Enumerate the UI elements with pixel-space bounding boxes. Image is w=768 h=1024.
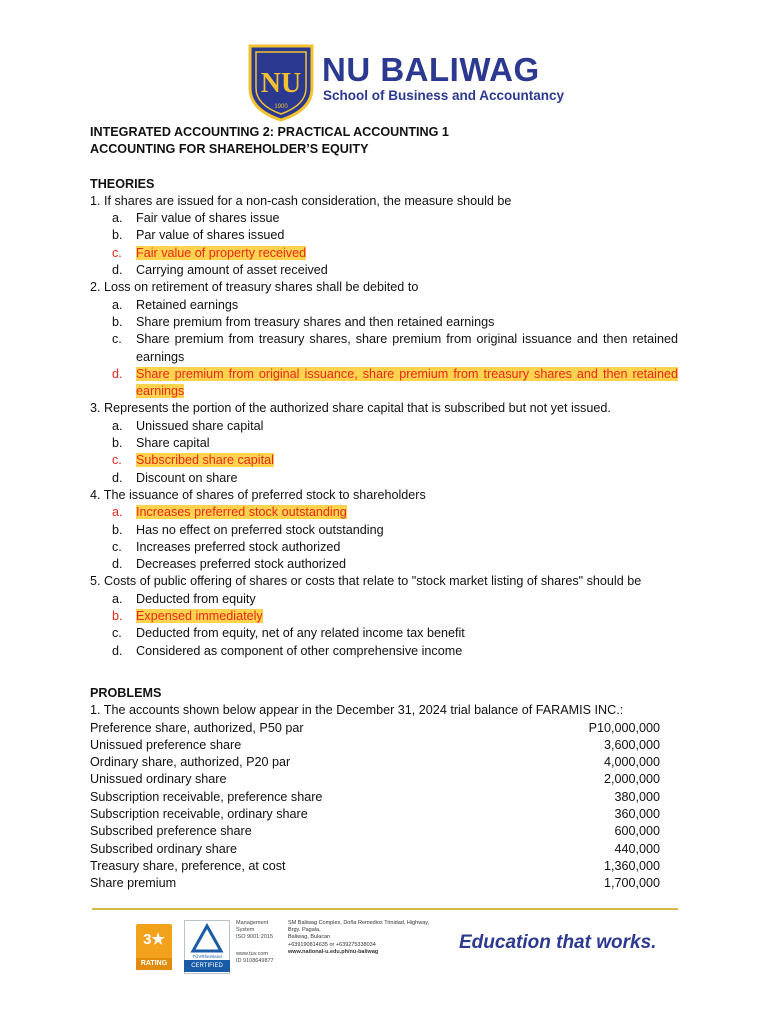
option-b-answer <box>90 608 678 625</box>
option-d <box>90 556 678 573</box>
option-letter: c. <box>112 539 122 554</box>
option-b <box>90 227 678 244</box>
problem-1-intro: 1. The accounts shown below appear in the December 31, 2024 trial balance of FARAMIS INC.: <box>90 703 624 718</box>
option-b <box>90 522 678 539</box>
table-row <box>90 789 660 806</box>
account-label: Subscription receivable, ordinary share <box>90 806 308 821</box>
doc-title-line1: INTEGRATED ACCOUNTING 2: PRACTICAL ACCOUNTING 1 <box>90 125 449 139</box>
option-b <box>90 314 678 331</box>
brand-subtitle: School of Business and Accountancy <box>323 88 565 103</box>
tagline: Education that works. <box>459 932 657 953</box>
management-system-info <box>236 920 274 965</box>
option-letter: b. <box>112 436 123 451</box>
website-link[interactable]: www.national-u.edu.ph/nu-baliwag <box>288 948 379 955</box>
option-text: Considered as component of other comprehensive income <box>136 643 463 658</box>
option-a-answer <box>90 504 678 521</box>
rating-badge <box>136 924 172 970</box>
address-line: Baliwag, Bulacan <box>288 934 331 941</box>
table-row <box>90 754 660 771</box>
option-d-answer <box>90 366 678 401</box>
table-row <box>90 841 660 858</box>
account-value: 360,000 <box>614 806 660 821</box>
mgmt-line: ID 9108649877 <box>236 958 274 964</box>
table-row <box>90 875 660 892</box>
question-text: 4. The issuance of shares of preferred stock to shareholders <box>90 487 426 502</box>
option-text: Decreases preferred stock authorized <box>136 557 346 572</box>
question-4 <box>90 487 678 573</box>
option-letter: c. <box>112 453 122 468</box>
table-row <box>90 737 660 754</box>
option-letter: b. <box>112 228 123 243</box>
option-c <box>90 331 678 366</box>
option-d <box>90 470 678 487</box>
account-value: 2,000,000 <box>603 772 660 787</box>
tuv-triangle-icon <box>185 921 229 959</box>
account-value: 4,000,000 <box>603 755 660 770</box>
option-text: Share premium from treasury shares and then retained earnings <box>136 314 495 329</box>
table-row <box>90 823 660 840</box>
account-label: Unissued ordinary share <box>90 772 227 787</box>
theories-heading: THEORIES <box>90 176 155 191</box>
trial-balance-table <box>90 720 678 893</box>
option-letter: c. <box>112 245 122 260</box>
option-letter: b. <box>112 609 123 624</box>
rating-label: RATING <box>136 958 172 970</box>
table-row <box>90 720 660 737</box>
question-text: 1. If shares are issued for a non-cash consideration, the measure should be <box>90 193 512 208</box>
tuv-mark: TÜVRheinland <box>192 954 222 959</box>
account-label: Subscribed preference share <box>90 824 252 839</box>
option-text: Fair value of shares issue <box>136 211 280 226</box>
mgmt-line: Management <box>236 920 269 926</box>
question-text: 5. Costs of public offering of shares or costs that relate to "stock market listing of shares" should be <box>90 574 642 589</box>
highlighted-answer: Fair value of property received <box>136 245 307 260</box>
phone-numbers: +639190814635 or +639275338034 <box>288 941 376 948</box>
option-text: Retained earnings <box>136 297 239 312</box>
option-letter: a. <box>112 211 123 226</box>
option-letter: d. <box>112 643 123 658</box>
option-letter: d. <box>112 263 123 278</box>
question-text: 2. Loss on retirement of treasury shares shall be debited to <box>90 280 419 295</box>
option-letter: d. <box>112 470 123 485</box>
nu-shield-icon <box>246 42 316 122</box>
option-a <box>90 591 678 608</box>
school-logo <box>246 42 565 122</box>
account-value: P10,000,000 <box>588 720 660 735</box>
option-text: Deducted from equity <box>136 591 256 606</box>
account-label: Unissued preference share <box>90 737 242 752</box>
address-line: SM Baliwag Complex, Doña Remedios Trinidad, Highway, <box>288 920 430 926</box>
account-label: Share premium <box>90 876 177 891</box>
option-a <box>90 418 678 435</box>
option-d <box>90 262 678 279</box>
account-label: Subscription receivable, preference share <box>90 789 323 804</box>
mgmt-line: ISO 9001:2015 <box>236 934 274 940</box>
account-value: 440,000 <box>614 841 660 856</box>
mgmt-line: System <box>236 927 255 933</box>
question-2 <box>90 279 678 400</box>
option-text: Share capital <box>136 436 210 451</box>
option-text: Share premium from treasury shares, share premium from original issuance and then retained earnings <box>136 332 678 364</box>
highlighted-answer: Subscribed share capital <box>136 453 274 468</box>
option-letter: d. <box>112 557 123 572</box>
option-letter: d. <box>112 366 123 381</box>
tuv-certified-label: CERTIFIED <box>184 960 230 972</box>
option-text: Deducted from equity, net of any related income tax benefit <box>136 626 465 641</box>
account-label: Preference share, authorized, P50 par <box>90 720 304 735</box>
highlighted-answer: Increases preferred stock outstanding <box>136 505 347 520</box>
account-value: 1,700,000 <box>603 876 660 891</box>
highlighted-answer: Share premium from original issuance, share premium from treasury shares and then retained earnings <box>136 366 678 399</box>
option-letter: c. <box>112 332 122 347</box>
option-letter: a. <box>112 418 123 433</box>
option-a <box>90 210 678 227</box>
option-c-answer <box>90 452 678 469</box>
question-1 <box>90 193 678 279</box>
question-text: 3. Represents the portion of the authorized share capital that is subscribed but not yet issued. <box>90 401 611 416</box>
brand-name: NU BALIWAG <box>322 51 540 88</box>
account-label: Treasury share, preference, at cost <box>90 858 286 873</box>
option-letter: a. <box>112 505 123 520</box>
option-b <box>90 435 678 452</box>
option-text: Has no effect on preferred stock outstanding <box>136 522 384 537</box>
table-row <box>90 858 660 875</box>
account-value: 3,600,000 <box>603 737 660 752</box>
page-footer <box>92 908 678 980</box>
shield-letters: NU <box>260 68 302 99</box>
rating-stars: 3★ <box>143 931 165 948</box>
option-letter: b. <box>112 522 123 537</box>
problems-heading: PROBLEMS <box>90 685 162 700</box>
option-d <box>90 643 678 660</box>
mgmt-line: www.tuv.com <box>236 951 268 957</box>
option-letter: a. <box>112 297 123 312</box>
option-text: Carrying amount of asset received <box>136 263 328 278</box>
doc-title-line2: ACCOUNTING FOR SHAREHOLDER’S EQUITY <box>90 142 369 157</box>
table-row <box>90 806 660 823</box>
option-letter: c. <box>112 626 122 641</box>
option-text: Increases preferred stock authorized <box>136 539 341 554</box>
shield-year: 1900 <box>274 104 288 110</box>
option-c-answer <box>90 245 678 262</box>
document-body <box>90 124 678 892</box>
account-value: 380,000 <box>614 789 660 804</box>
option-text: Unissued share capital <box>136 418 264 433</box>
option-a <box>90 297 678 314</box>
account-value: 1,360,000 <box>603 858 660 873</box>
account-label: Subscribed ordinary share <box>90 841 238 856</box>
option-letter: a. <box>112 591 123 606</box>
campus-address <box>288 920 429 956</box>
option-text: Discount on share <box>136 470 238 485</box>
option-c <box>90 539 678 556</box>
highlighted-answer: Expensed immediately <box>136 609 263 624</box>
question-3 <box>90 400 678 486</box>
option-text: Par value of shares issued <box>136 228 285 243</box>
address-line: Brgy. Pagala, <box>288 927 321 934</box>
question-5 <box>90 573 678 659</box>
table-row <box>90 771 660 788</box>
account-value: 600,000 <box>614 824 660 839</box>
option-c <box>90 625 678 642</box>
account-label: Ordinary share, authorized, P20 par <box>90 755 291 770</box>
option-letter: b. <box>112 314 123 329</box>
